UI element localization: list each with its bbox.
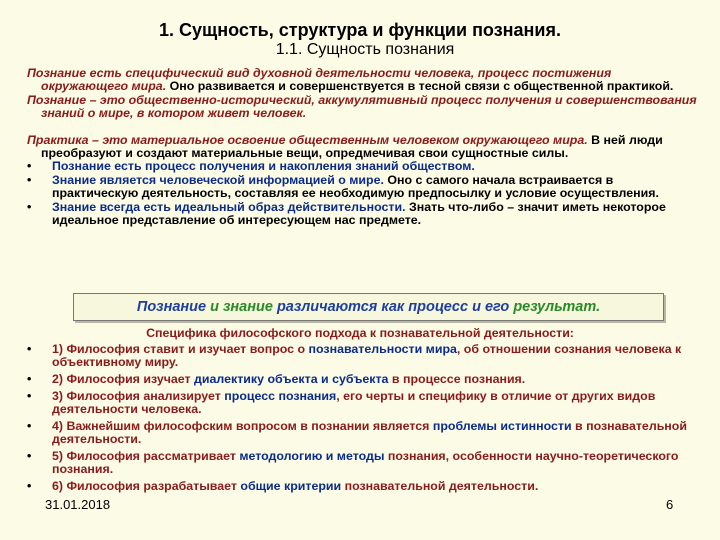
bullet-marker: • <box>27 199 32 214</box>
callout-word-knowledge: знание <box>223 299 273 315</box>
specifics-item: • 6) Философия разрабатывает общие критерии познавательной деятельности. <box>27 479 539 493</box>
bullet-marker: • <box>27 172 32 187</box>
bullet-highlight: Знание является человеческой информацией о мире. <box>52 172 384 187</box>
bullet-highlight: Познание есть процесс получения и накопления знаний обществом. <box>52 159 475 174</box>
intro-paragraph-3-rest: В ней люди преобразуют и создают материальные вещи, опредмечивая свои сущностные силы. <box>41 132 663 161</box>
intro-paragraph-3 <box>27 134 697 161</box>
definition-practice: Практика – это материальное освоение общественным человеком окружающего мира. <box>27 132 588 147</box>
specifics-list <box>27 343 697 497</box>
bullet-marker: • <box>27 419 32 433</box>
specifics-highlight: процесс познания <box>224 389 337 403</box>
specifics-heading: Специфика философского подхода к познавательной деятельности: <box>146 326 574 340</box>
bullet-marker: • <box>27 159 32 174</box>
callout-phrase: различаются как процесс и его <box>276 299 510 315</box>
callout-box <box>73 293 664 321</box>
specifics-item: • 1) Философия ставит и изучает вопрос о познавательности мира, об отношении сознания человека к объективному миру. <box>27 342 682 369</box>
callout-word-and: и <box>210 299 219 315</box>
intro-paragraph-2 <box>27 94 697 121</box>
specifics-item: • 2) Философия изучает диалектику объекта и субъекта в процессе познания. <box>27 372 526 386</box>
page-number: 6 <box>666 497 674 512</box>
definition-cognition: Познание есть специфический вид духовной деятельности человека, процесс постижения окружающего мира. <box>27 66 612 94</box>
bullet-highlight: Знание всегда есть идеальный образ действительности. <box>52 199 406 214</box>
callout-word-result: результат. <box>513 299 601 315</box>
callout-word-cognition: Познание <box>136 299 207 315</box>
intro-paragraph-1 <box>27 67 697 94</box>
specifics-item: • 4) Важнейшим философским вопросом в познании является проблемы истинности в познавательной деятельности. <box>27 419 687 446</box>
bullet-item: • Знание является человеческой информацией о мире. Оно с самого начала встраивается в практическую деятельность, составляя ее необходимую предпосылку и условие осуществления. <box>27 172 659 201</box>
bullet-marker: • <box>27 479 32 493</box>
bullet-marker: • <box>27 372 32 386</box>
specifics-highlight: диалектику объекта и субъекта <box>194 372 389 386</box>
specifics-highlight: методологию и методы <box>239 449 385 463</box>
bullet-marker: • <box>27 342 32 356</box>
bullet-marker: • <box>27 449 32 463</box>
specifics-highlight: проблемы истинности <box>432 419 572 433</box>
bullet-item <box>27 160 697 173</box>
specifics-item: • 5) Философия рассматривает методологию и методы познания, особенности научно-теоретического познания. <box>27 449 679 476</box>
intro-paragraph-1-rest: Оно развивается и совершенствуется в тесной связи с общественной практикой. <box>166 79 674 94</box>
bullet-marker: • <box>27 389 32 403</box>
specifics-item: • 3) Философия анализирует процесс познания, его черты и специфику в отличие от других видов деятельности человека. <box>27 389 656 416</box>
bullet-item: • Знание всегда есть идеальный образ действительности. Знать что-либо – значит иметь некоторое идеальное представление об интересующем нас предмете. <box>27 199 666 228</box>
slide-title: 1. Сущность, структура и функции познания. <box>159 20 561 40</box>
specifics-highlight: общие критерии <box>240 479 342 493</box>
definition-cognition-historical: Познание – это общественно-исторический, аккумулятивный процесс получения и совершенствования знаний о мире, в котором живет человек. <box>27 92 697 121</box>
intro-block <box>27 67 697 227</box>
specifics-highlight: познавательности мира <box>308 342 457 356</box>
footer-date: 31.01.2018 <box>45 497 111 512</box>
slide-subtitle: 1.1. Сущность познания <box>275 41 455 58</box>
